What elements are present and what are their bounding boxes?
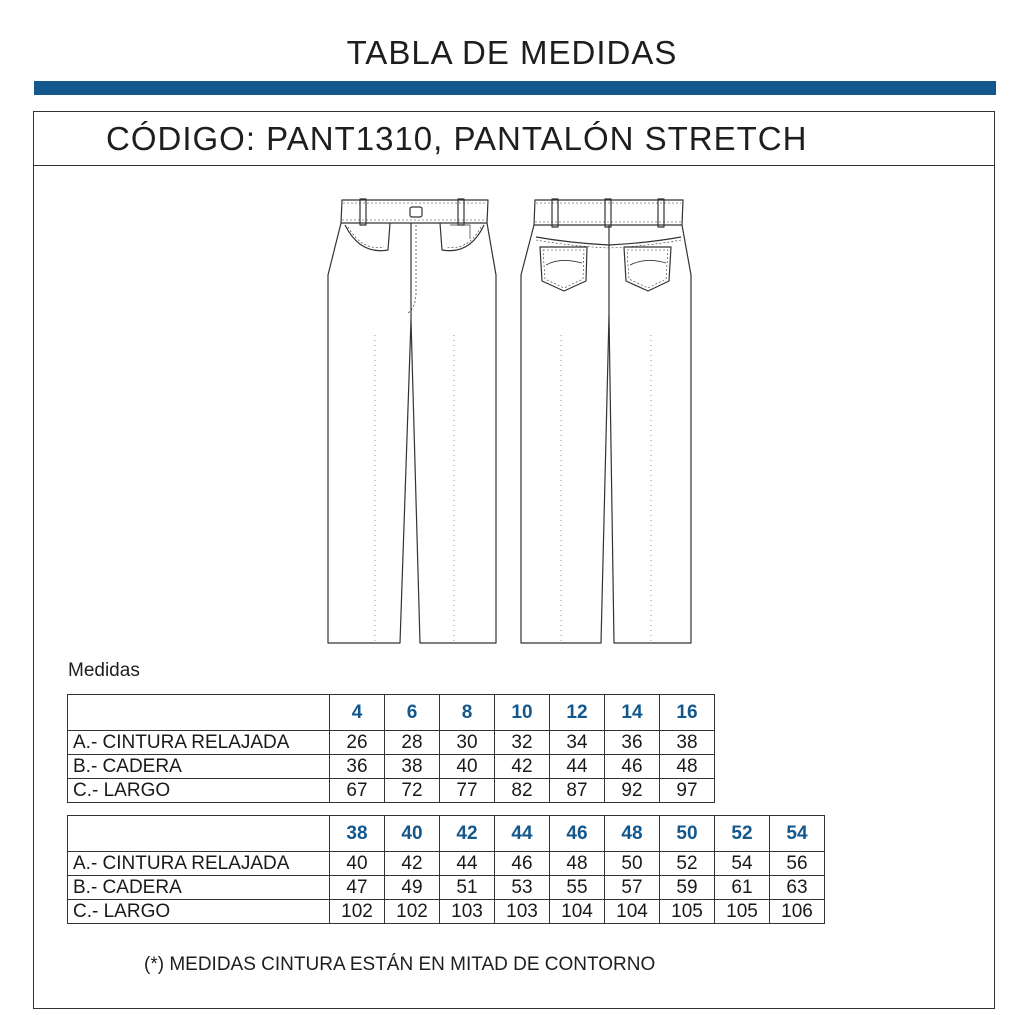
measurement-label: C.- LARGO [68, 779, 330, 803]
measurement-value: 57 [605, 876, 660, 900]
size-header-cell: 4 [330, 695, 385, 731]
measurement-value: 53 [495, 876, 550, 900]
measurement-value: 40 [330, 852, 385, 876]
measurement-value: 51 [440, 876, 495, 900]
page-title: TABLA DE MEDIDAS [346, 34, 678, 71]
measurement-value: 38 [660, 731, 715, 755]
measurement-value: 97 [660, 779, 715, 803]
measurement-value: 28 [385, 731, 440, 755]
measurement-label: A.- CINTURA RELAJADA [68, 731, 330, 755]
measurement-value: 67 [330, 779, 385, 803]
header-blank-cell [68, 816, 330, 852]
measurement-value: 56 [770, 852, 825, 876]
size-table-1 [67, 694, 715, 803]
measurement-value: 42 [495, 755, 550, 779]
measurement-value: 105 [715, 900, 770, 924]
measurement-value: 103 [440, 900, 495, 924]
size-header-cell: 38 [330, 816, 385, 852]
measurement-value: 61 [715, 876, 770, 900]
measurement-value: 104 [550, 900, 605, 924]
size-header-cell: 46 [550, 816, 605, 852]
size-header-cell: 44 [495, 816, 550, 852]
measurement-value: 48 [550, 852, 605, 876]
measurement-row [68, 900, 825, 924]
measurement-value: 106 [770, 900, 825, 924]
size-header-cell: 48 [605, 816, 660, 852]
size-header-cell: 12 [550, 695, 605, 731]
measurement-value: 103 [495, 900, 550, 924]
measurement-value: 104 [605, 900, 660, 924]
pants-front-view [328, 199, 496, 643]
size-header-cell: 50 [660, 816, 715, 852]
product-code-header [34, 112, 994, 166]
measurement-value: 26 [330, 731, 385, 755]
measurement-value: 92 [605, 779, 660, 803]
size-header-cell: 6 [385, 695, 440, 731]
measurement-value: 46 [605, 755, 660, 779]
measurement-value: 72 [385, 779, 440, 803]
measurement-value: 40 [440, 755, 495, 779]
measurement-value: 55 [550, 876, 605, 900]
size-header-cell: 10 [495, 695, 550, 731]
measurement-value: 77 [440, 779, 495, 803]
measurement-value: 102 [330, 900, 385, 924]
title-underline-bar [34, 81, 996, 95]
measurement-value: 82 [495, 779, 550, 803]
measurement-label: B.- CADERA [68, 755, 330, 779]
measurement-value: 44 [440, 852, 495, 876]
measurement-value: 30 [440, 731, 495, 755]
measurement-value: 44 [550, 755, 605, 779]
measurements-label: Medidas [68, 660, 140, 681]
measurement-value: 48 [660, 755, 715, 779]
measurement-value: 102 [385, 900, 440, 924]
waist-footnote: (*) MEDIDAS CINTURA ESTÁN EN MITAD DE CONTORNO [144, 954, 656, 975]
measurement-row [68, 731, 715, 755]
measurement-value: 38 [385, 755, 440, 779]
size-header-cell: 16 [660, 695, 715, 731]
size-header-row [68, 695, 715, 731]
size-table-2 [67, 815, 825, 924]
pants-technical-drawing [320, 195, 700, 650]
measurement-value: 32 [495, 731, 550, 755]
measurement-row [68, 755, 715, 779]
measurement-value: 63 [770, 876, 825, 900]
size-header-cell: 54 [770, 816, 825, 852]
pants-back-view [521, 199, 691, 643]
measurement-label: C.- LARGO [68, 900, 330, 924]
measurement-value: 47 [330, 876, 385, 900]
measurement-value: 36 [330, 755, 385, 779]
measurement-row [68, 779, 715, 803]
measurement-label: B.- CADERA [68, 876, 330, 900]
measurement-value: 34 [550, 731, 605, 755]
size-header-cell: 14 [605, 695, 660, 731]
measurement-value: 36 [605, 731, 660, 755]
size-header-row [68, 816, 825, 852]
measurement-value: 59 [660, 876, 715, 900]
measurement-row [68, 852, 825, 876]
measurement-row [68, 876, 825, 900]
header-blank-cell [68, 695, 330, 731]
measurement-value: 46 [495, 852, 550, 876]
size-header-cell: 52 [715, 816, 770, 852]
measurement-value: 87 [550, 779, 605, 803]
measurement-value: 50 [605, 852, 660, 876]
measurement-value: 54 [715, 852, 770, 876]
measurement-value: 52 [660, 852, 715, 876]
measurement-value: 42 [385, 852, 440, 876]
size-header-cell: 40 [385, 816, 440, 852]
size-header-cell: 8 [440, 695, 495, 731]
measurement-value: 105 [660, 900, 715, 924]
measurement-label: A.- CINTURA RELAJADA [68, 852, 330, 876]
measurement-value: 49 [385, 876, 440, 900]
product-code-text: CÓDIGO: PANT1310, PANTALÓN STRETCH [106, 120, 808, 157]
size-header-cell: 42 [440, 816, 495, 852]
